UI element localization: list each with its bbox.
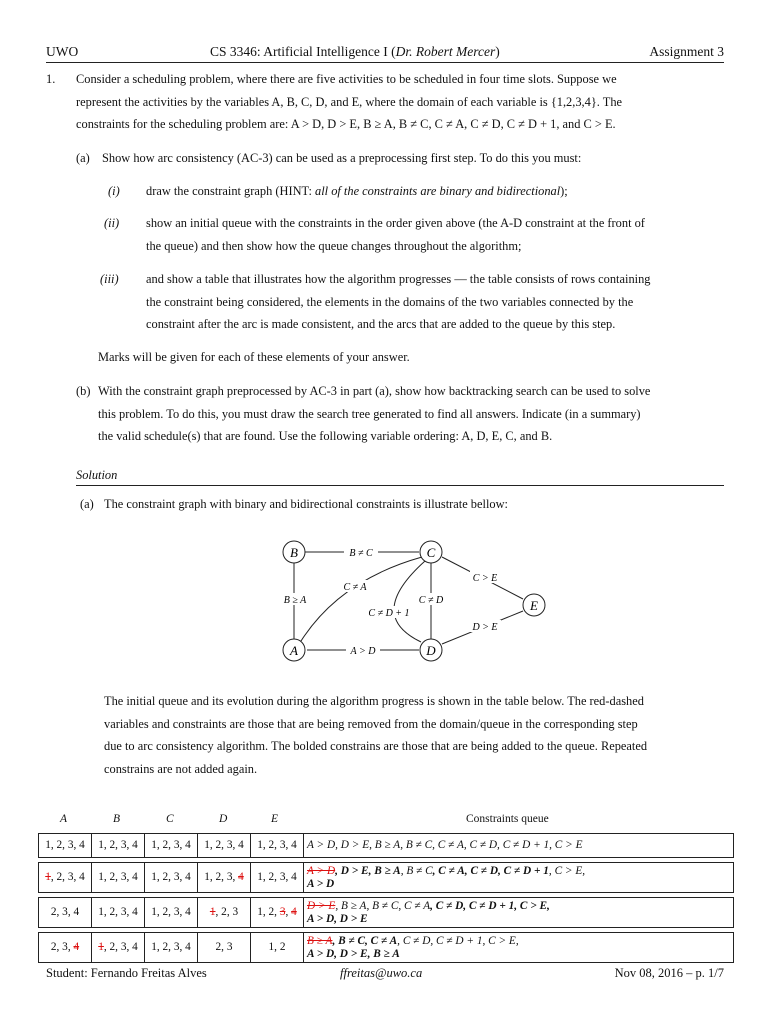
page-date-number: Nov 08, 2016 – p. 1/7: [614, 966, 724, 980]
edge-label-b-a: B ≥ A: [283, 595, 307, 606]
cell-c: 1, 2, 3, 4: [145, 898, 198, 928]
constraint-graph: [270, 535, 560, 670]
cell-d: 1, 2, 3, 4: [198, 863, 251, 893]
edge-label-d-e: D > E: [472, 622, 498, 633]
part-b-text: With the constraint graph preprocessed by AC-3 in part (a), show how backtracking search can be used to solve this problem. To do this, you must draw the search tree generated to find all answers. Indicate (in a summary) the valid schedule(s) that are found. Use the following variable ordering: A, D, E, C, and B.: [98, 384, 651, 444]
solution-heading: Solution: [76, 468, 118, 482]
item-i-label: (i): [108, 184, 120, 198]
col-header-c: C: [166, 813, 174, 825]
solution-explanation: The initial queue and its evolution during the algorithm progress is shown in the table below. The red-dashed variables and constraints are those that are being removed from the domain/queue in the corresponding step due to arc consistency algorithm. The bolded constrains are those that are being added to the queue. Repeated constrains are not added again.: [104, 694, 648, 776]
cell-b: 1, 2, 3, 4: [92, 933, 145, 963]
course-title: CS 3346: Artificial Intelligence I (Dr. Robert Mercer): [210, 44, 500, 59]
cell-queue: A > D, D > E, B ≥ A, B ≠ C, C ≠ A, C ≠ D, C ≠ D + 1, C > E, A > D: [304, 863, 734, 893]
node-b-label: B: [290, 545, 298, 560]
solution-a-text: The constraint graph with binary and bidirectional constraints is illustrate bellow:: [104, 497, 508, 511]
item-iii-text: and show a table that illustrates how the algorithm progresses — the table consists of rows containing the constraint being considered, the elements in the domains of the two variables connected by the constraint after the arc is made consistent, and the arcs that are added to the queue by this step.: [146, 272, 651, 332]
cell-e: 1, 2, 3, 4: [251, 834, 304, 858]
edge-label-b-c: B ≠ C: [349, 548, 373, 559]
edge-label-c-a: C ≠ A: [343, 582, 367, 593]
solution-a-label: (a): [80, 497, 94, 511]
cell-a: 2, 3, 4: [39, 933, 92, 963]
part-a-text: Show how arc consistency (AC-3) can be used as a preprocessing first step. To do this you must:: [102, 151, 582, 165]
question-intro: Consider a scheduling problem, where there are five activities to be scheduled in four time slots. Suppose we represent the activities by the variables A, B, C, D, and E, where the domain of each variable is {1,2,3,4}. The constraints for the scheduling problem are: A > D, D > E, B ≥ A, B ≠ C, C ≠ A, C ≠ D, C ≠ D + 1, and C > E.: [76, 72, 623, 132]
cell-a: 1, 2, 3, 4: [39, 834, 92, 858]
cell-e: 1, 2, 3, 4: [251, 863, 304, 893]
cell-c: 1, 2, 3, 4: [145, 933, 198, 963]
col-header-b: B: [113, 813, 121, 825]
student-name: Student: Fernando Freitas Alves: [46, 966, 207, 980]
cell-d: 1, 2, 3: [198, 898, 251, 928]
node-c-label: C: [426, 545, 436, 560]
table-row: [39, 898, 734, 928]
cell-b: 1, 2, 3, 4: [92, 898, 145, 928]
col-header-queue: Constraints queue: [466, 813, 549, 825]
part-a-label: (a): [76, 151, 90, 165]
cell-a: 2, 3, 4: [39, 898, 92, 928]
course-org: UWO: [46, 44, 79, 59]
node-d-label: D: [426, 643, 436, 658]
cell-e: 1, 2, 3, 4: [251, 898, 304, 928]
table-row: [39, 834, 734, 858]
node-a-label: A: [290, 643, 298, 658]
edge-label-c-d: C ≠ D: [418, 595, 444, 606]
marks-note: Marks will be given for each of these elements of your answer.: [98, 350, 410, 364]
cell-queue: D > E, B ≥ A, B ≠ C, C ≠ A, C ≠ D, C ≠ D + 1, C > E, A > D, D > E: [304, 898, 734, 928]
item-ii-text: show an initial queue with the constraints in the order given above (the A-D constraint at the front of the queue) and then show how the queue changes throughout the algorithm;: [146, 216, 645, 253]
item-ii-label: (ii): [104, 216, 120, 230]
cell-a: 1, 2, 3, 4: [39, 863, 92, 893]
edge-label-c-d-plus1: C ≠ D + 1: [368, 608, 410, 619]
col-header-e: E: [271, 813, 279, 825]
table-row: [39, 863, 734, 893]
edge-label-c-e: C > E: [472, 573, 498, 584]
cell-b: 1, 2, 3, 4: [92, 834, 145, 858]
cell-e: 1, 2: [251, 933, 304, 963]
cell-queue: A > D, D > E, B ≥ A, B ≠ C, C ≠ A, C ≠ D, C ≠ D + 1, C > E: [304, 834, 734, 858]
part-b-label: (b): [76, 384, 91, 398]
edge-c-a: [301, 557, 422, 641]
footer-rule: [46, 962, 724, 963]
cell-d: 1, 2, 3, 4: [198, 834, 251, 858]
ac3-table: [38, 833, 734, 963]
cell-c: 1, 2, 3, 4: [145, 863, 198, 893]
cell-c: 1, 2, 3, 4: [145, 834, 198, 858]
cell-queue: B ≥ A, B ≠ C, C ≠ A, C ≠ D, C ≠ D + 1, C > E, A > D, D > E, B ≥ A: [304, 933, 734, 963]
assignment-label: Assignment 3: [649, 44, 724, 59]
student-email: ffreitas@uwo.ca: [340, 966, 423, 980]
solution-rule: [76, 485, 724, 486]
question-number: 1.: [46, 72, 56, 86]
item-i-text: draw the constraint graph (HINT: all of the constraints are binary and bidirectional);: [146, 184, 568, 198]
item-iii-label: (iii): [100, 272, 119, 286]
col-header-a: A: [60, 813, 68, 825]
col-header-d: D: [219, 813, 228, 825]
cell-d: 2, 3: [198, 933, 251, 963]
edge-label-a-d: A > D: [350, 646, 376, 657]
header-rule: [46, 62, 724, 63]
cell-b: 1, 2, 3, 4: [92, 863, 145, 893]
node-e-label: E: [530, 598, 538, 613]
table-row: [39, 933, 734, 963]
